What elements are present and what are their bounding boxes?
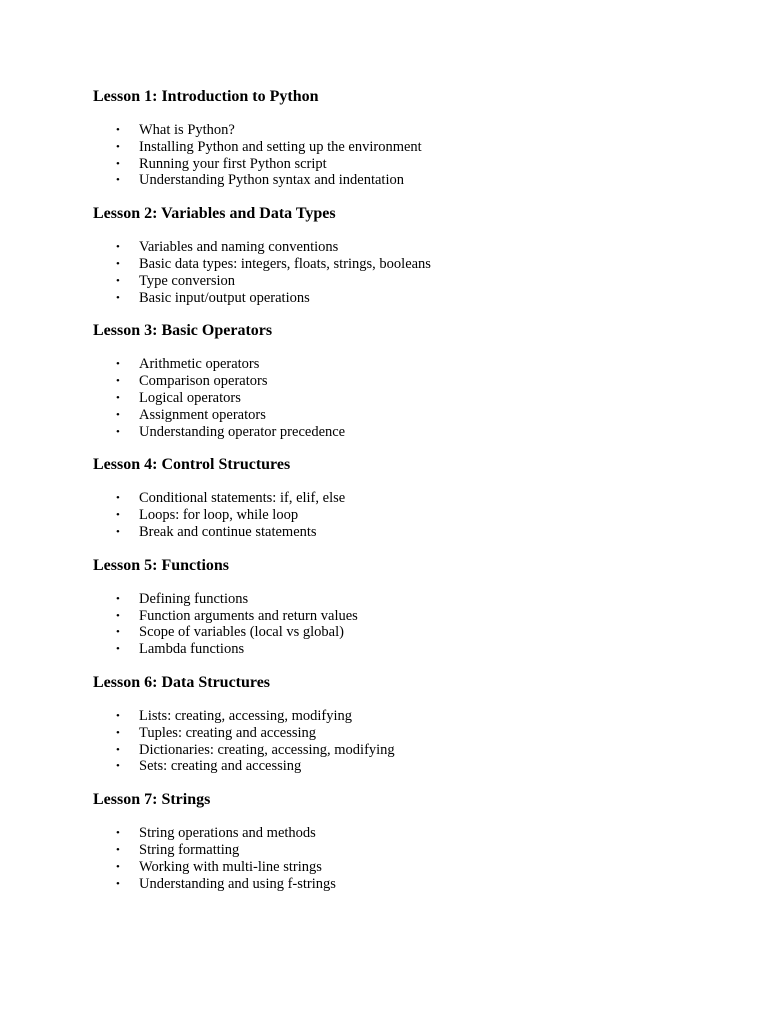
list-item — [93, 273, 713, 290]
list-item — [93, 356, 713, 373]
bullet-icon: • — [116, 743, 120, 756]
list-item-text: Dictionaries: creating, accessing, modifying — [139, 741, 395, 758]
bullet-icon: • — [116, 174, 120, 187]
bullet-icon: • — [116, 877, 120, 890]
bullet-icon: • — [116, 257, 120, 270]
list-item-text: Tuples: creating and accessing — [139, 724, 317, 741]
list-item — [93, 172, 713, 189]
list-item — [93, 524, 713, 541]
lesson-topic-list — [93, 356, 713, 440]
list-item — [93, 407, 713, 424]
bullet-icon: • — [116, 358, 120, 371]
list-item-text: What is Python? — [139, 122, 235, 138]
list-item — [93, 139, 713, 156]
lesson-topic-list — [93, 591, 713, 658]
bullet-icon: • — [116, 124, 120, 136]
lesson-section-5 — [93, 556, 713, 658]
bullet-icon: • — [116, 760, 120, 773]
list-item — [93, 725, 713, 742]
list-item-text: Defining functions — [139, 590, 249, 607]
lesson-section-7 — [93, 790, 713, 892]
list-item — [93, 876, 713, 893]
list-item — [93, 290, 713, 307]
list-item — [93, 859, 713, 876]
lesson-title: Lesson 4: Control Structures — [93, 456, 291, 474]
bullet-icon: • — [116, 643, 120, 656]
bullet-icon: • — [116, 157, 120, 170]
lesson-section-2 — [93, 204, 713, 306]
lesson-title: Lesson 5: Functions — [93, 556, 230, 574]
list-item-text: String operations and methods — [139, 825, 316, 842]
bullet-icon: • — [116, 391, 120, 404]
list-item-text: Sets: creating and accessing — [139, 758, 302, 775]
lesson-topic-list — [93, 122, 713, 189]
list-item-text: Variables and naming conventions — [139, 239, 339, 256]
list-item-text: Working with multi-line strings — [139, 858, 322, 875]
lesson-title: Lesson 1: Introduction to Python — [93, 88, 319, 105]
list-item-text: Scope of variables (local vs global) — [139, 624, 344, 641]
list-item — [93, 742, 713, 759]
lesson-section-6 — [93, 673, 713, 775]
list-item — [93, 390, 713, 407]
list-item-text: Basic input/output operations — [139, 289, 310, 306]
bullet-icon: • — [116, 408, 120, 421]
list-item-text: Understanding and using f-strings — [139, 875, 336, 892]
list-item-text: Basic data types: integers, floats, strings, booleans — [139, 255, 431, 272]
list-item — [93, 256, 713, 273]
lesson-title: Lesson 3: Basic Operators — [93, 322, 273, 340]
bullet-icon: • — [116, 726, 120, 739]
list-item-text: Loops: for loop, while loop — [139, 507, 299, 524]
list-item-text: Lambda functions — [139, 641, 245, 658]
list-item-text: Type conversion — [139, 272, 236, 289]
list-item-text: Understanding operator precedence — [139, 423, 346, 440]
bullet-icon: • — [116, 843, 120, 856]
bullet-icon: • — [116, 492, 120, 505]
bullet-icon: • — [116, 827, 120, 840]
bullet-icon: • — [116, 140, 120, 153]
list-item-text: Installing Python and setting up the environment — [139, 138, 422, 155]
list-item-text: Comparison operators — [139, 373, 268, 390]
list-item — [93, 624, 713, 641]
list-item — [93, 507, 713, 524]
bullet-icon: • — [116, 525, 120, 538]
bullet-icon: • — [116, 509, 120, 522]
lesson-topic-list — [93, 239, 713, 306]
list-item — [93, 641, 713, 658]
list-item-text: Running your first Python script — [139, 155, 327, 172]
lesson-topic-list — [93, 490, 713, 540]
list-item — [93, 373, 713, 390]
list-item — [93, 608, 713, 625]
list-item — [93, 122, 713, 139]
list-item — [93, 708, 713, 725]
lesson-outline — [93, 87, 713, 907]
list-item — [93, 239, 713, 256]
list-item-text: Function arguments and return values — [139, 607, 358, 624]
lesson-title: Lesson 2: Variables and Data Types — [93, 205, 336, 223]
lesson-section-1 — [93, 87, 713, 189]
list-item-text: Assignment operators — [139, 406, 266, 423]
list-item-text: Conditional statements: if, elif, else — [139, 490, 346, 507]
bullet-icon: • — [116, 860, 120, 873]
lesson-section-4 — [93, 455, 713, 540]
list-item-text: String formatting — [139, 841, 240, 858]
bullet-icon: • — [116, 626, 120, 639]
bullet-icon: • — [116, 609, 120, 622]
list-item-text: Arithmetic operators — [139, 356, 260, 373]
lesson-section-3 — [93, 321, 713, 440]
lesson-title: Lesson 6: Data Structures — [93, 673, 271, 691]
list-item — [93, 156, 713, 173]
list-item-text: Break and continue statements — [139, 523, 317, 540]
bullet-icon: • — [116, 709, 120, 722]
lesson-topic-list — [93, 708, 713, 775]
list-item — [93, 591, 713, 608]
bullet-icon: • — [116, 375, 120, 388]
list-item-text: Logical operators — [139, 389, 241, 406]
bullet-icon: • — [116, 274, 120, 287]
list-item — [93, 842, 713, 859]
bullet-icon: • — [116, 291, 120, 304]
bullet-icon: • — [116, 425, 120, 438]
list-item — [93, 825, 713, 842]
lesson-topic-list — [93, 825, 713, 892]
list-item — [93, 490, 713, 507]
list-item — [93, 758, 713, 775]
lesson-title: Lesson 7: Strings — [93, 791, 211, 809]
list-item-text: Understanding Python syntax and indentation — [139, 172, 404, 189]
list-item-text: Lists: creating, accessing, modifying — [139, 707, 353, 724]
bullet-icon: • — [116, 241, 120, 254]
bullet-icon: • — [116, 592, 120, 605]
list-item — [93, 424, 713, 441]
